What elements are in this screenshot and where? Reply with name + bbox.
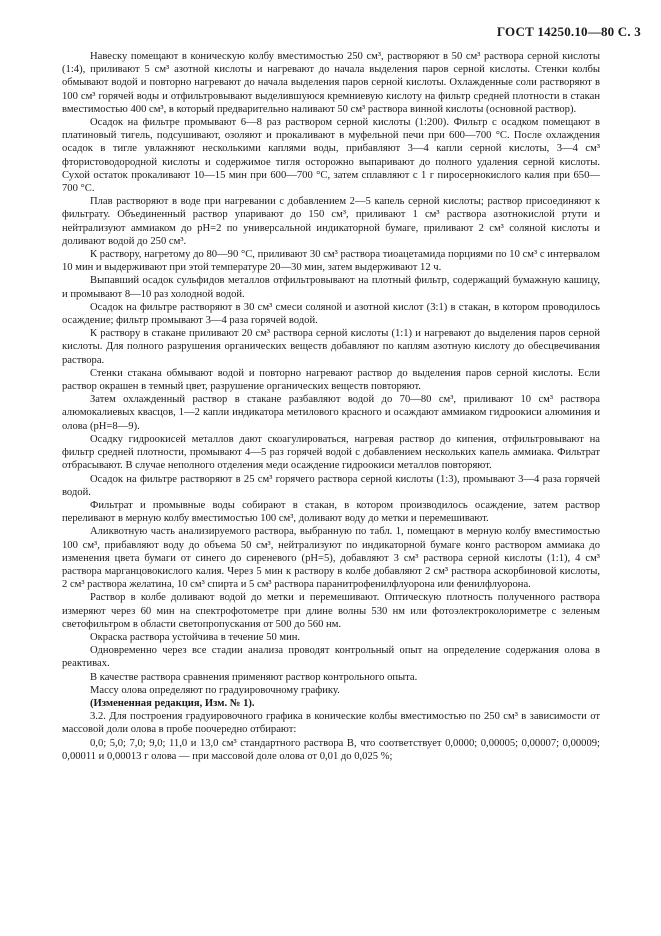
- paragraph: Аликвотную часть анализируемого раствора, выбранную по табл. 1, помещают в мерную колбу вместимостью 100 см³, прибавляют воду до объема 50 см³, нейтрализуют по индикаторной бумаге конго раствором аммиака до изменения цвета бумаги от синего до сиреневого (pH=5), добавляют 3 см³ раствора серной кислоты (1:1), 4 см³ раствора марганцовокислого калия. Через 5 мин к раствору в колбе добавляют 2 см³ раствора аскорбиновой кислоты, 2 см³ раствора желатина, 10 см³ спирта и 5 см³ раствора паранитрофенилфлуорона или фенилфлуорона.: [62, 526, 600, 591]
- amendment-note: (Измененная редакция, Изм. № 1).: [90, 697, 255, 709]
- paragraph: Фильтрат и промывные воды собирают в стакан, в котором производилось осаждение, затем раствор переливают в мерную колбу вместимостью 100 см³, доливают воду до метки и перемешивают.: [62, 499, 600, 525]
- paragraph: Выпавший осадок сульфидов металлов отфильтровывают на плотный фильтр, содержащий бумажную кашицу, и промывают 8—10 раз холодной водой.: [62, 275, 600, 300]
- paragraph: К раствору в стакане приливают 20 см³ раствора серной кислоты (1:1) и нагревают до выделения паров серной кислоты. Для полного разрушения органических веществ добавляют по каплям азотную кислоту до обесцвечивания раствора.: [62, 328, 600, 366]
- paragraph: Осадку гидроокисей металлов дают скоагулироваться, нагревая раствор до кипения, отфильтровывают на фильтр средней плотности, промывают 4—5 раз горячей водой с добавлением нескольких капель аммиака. Фильтрат отбрасывают. В случае неполного отделения меди осаждение гидроокиси металлов повторяют.: [62, 433, 600, 472]
- page-header: ГОСТ 14250.10—80 С. 3: [496, 24, 641, 39]
- paragraph: Одновременно через все стадии анализа проводят контрольный опыт на определение содержания олова в реактивах.: [62, 645, 600, 670]
- paragraph: Окраска раствора устойчива в течение 50 мин.: [90, 631, 301, 643]
- paragraph: Стенки стакана обмывают водой и повторно нагревают раствор до выделения паров серной кислоты. Если раствор окрашен в темный цвет, разрушение органических веществ повторяют.: [62, 367, 600, 393]
- paragraph: К раствору, нагретому до 80—90 °С, приливают 30 см³ раствора тиоацетамида порциями по 10 см³ с интервалом 10 мин и выдерживают при этой температуре 20—30 мин, затем выдерживают 12 ч.: [62, 249, 600, 274]
- paragraph: Осадок на фильтре растворяют в 25 см³ горячего раствора серной кислоты (1:3), промывают 3—4 раза горячей водой.: [62, 473, 600, 498]
- paragraph: В качестве раствора сравнения применяют раствор контрольного опыта.: [90, 671, 418, 683]
- paragraph: 0,0; 5,0; 7,0; 9,0; 11,0 и 13,0 см³ стандартного раствора В, что соответствует 0,0000; 0,00005; 0,00007; 0,00009; 0,00011 и 0,00013 г олова — при массовой доле олова от 0,01 до 0,025 %;: [62, 737, 600, 762]
- paragraph: Массу олова определяют по градуировочному графику.: [90, 684, 340, 696]
- document-body: [62, 50, 600, 763]
- section-paragraph: 3.2. Для построения градуировочного графика в конические колбы вместимостью по 250 см³ в зависимости от массовой доли олова в пробе поочередно отбирают:: [62, 711, 600, 736]
- paragraph: Затем охлажденный раствор в стакане разбавляют водой до 70—80 см³, приливают 10 см³ раствора алюмокалиевых квасцов, 1—2 капли индикатора метилового красного и осаждают аммиаком гидроокиси алюминия и олова (pH=8—9).: [62, 394, 600, 432]
- paragraph: Плав растворяют в воде при нагревании с добавлением 2—5 капель серной кислоты; раствор присоединяют к фильтрату. Объединенный раствор упаривают до 150 см³, приливают 1 см³ раствора азотнокислой ртути и нейтрализуют аммиаком до pH=2 по универсальной индикаторной бумаге, приливают 2 см³ соляной кислоты и доливают водой до 250 см³.: [62, 196, 600, 247]
- paragraph: Навеску помещают в коническую колбу вместимостью 250 см³, растворяют в 50 см³ раствора серной кислоты (1:4), приливают 5 см³ азотной кислоты и нагревают до начала выделения паров серной кислоты. Стенки колбы обмывают водой и повторно нагревают до начала выделения паров серной кислоты. Охлажденные соли растворяют в 100 см³ горячей воды и отфильтровывают выделившуюся кремниевую кислоту на фильтр средней плотности в стакан вместимостью 400 см³, в который предварительно наливают 50 см³ раствора винной кислоты (основной раствор).: [62, 51, 600, 115]
- paragraph: Осадок на фильтре промывают 6—8 раз раствором серной кислоты (1:200). Фильтр с осадком помещают в платиновый тигель, подсушивают, озоляют и прокаливают в муфельной печи при 600—700 °С. После охлаждения осадок в тигле увлажняют несколькими каплями воды, прибавляют 3—4 капли серной кислоты, 3—4 см³ фтористоводородной кислоты и содержимое тигля осторожно выпаривают до полного удаления серной кислоты. Сухой остаток прокаливают 10—15 мин при 600—700 °С, затем сплавляют с 1 г пиросернокислого калия при 650—700 °С.: [62, 117, 600, 195]
- paragraph: Осадок на фильтре растворяют в 30 см³ смеси соляной и азотной кислот (3:1) в стакан, в котором проводилось осаждение; фильтр промывают 3—4 раза горячей водой.: [62, 301, 600, 327]
- paragraph: Раствор в колбе доливают водой до метки и перемешивают. Оптическую плотность полученного раствора измеряют через 60 мин на спектрофотометре при длине волны 530 нм или фотоэлектроколориметре с зеленым светофильтром в области светопропускания от 500 до 560 нм.: [62, 592, 600, 630]
